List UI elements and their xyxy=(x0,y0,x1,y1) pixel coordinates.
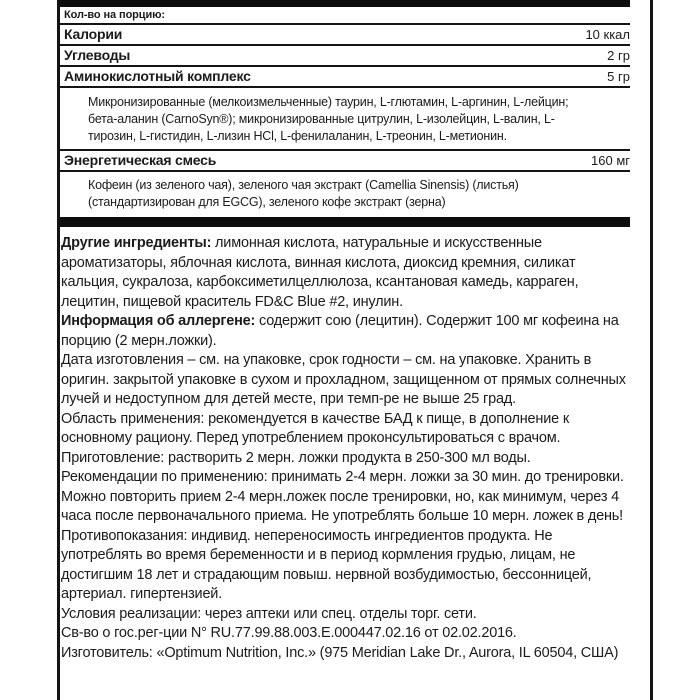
registration-paragraph: Св-во о гос.рег-ции N° RU.77.99.88.003.E.000447.02.16 от 02.02.2016. xyxy=(61,625,517,641)
energy-description: Кофеин (из зеленого чая), зеленого чая экстракт (Camellia Sinensis) (листья) (стандартизирован для EGCG), зеленого кофе экстракт (зерна) xyxy=(88,178,519,209)
amino-description-block xyxy=(60,94,630,151)
row-amino-complex xyxy=(60,67,630,88)
row-energy-blend xyxy=(60,151,630,172)
row-carbohydrates xyxy=(60,46,630,67)
other-ingredients-text: лимонная кислота, натуральные и искусственные ароматизаторы, яблочная кислота, винная кислота, диоксид кремния, силикат кальция, сукралоза, карбоксиметилцеллюлоза, ксантановая камедь, карраген, лецитин, пищевой краситель FD&C Blue #2, инулин. xyxy=(61,235,579,310)
other-ingredients-lead: Другие ингредиенты: xyxy=(61,235,212,251)
energy-blend-value: 160 мг xyxy=(591,153,630,168)
top-divider-bar xyxy=(60,0,630,7)
row-calories xyxy=(60,25,630,46)
calories-value: 10 ккал xyxy=(585,27,630,42)
energy-blend-label: Энергетическая смесь xyxy=(64,152,217,168)
amino-description: Микронизированные (мелкоизмельченные) таурин, L-глютамин, L-аргинин, L-лейцин; бета-аланин (CarnoSyn®); микронизированные цитрулин, L-изолейцин, L-валин, L-тирозин, L-гистидин, L-лизин HCl, L-фенилаланин, L-треонин, L-метионин. xyxy=(88,95,569,143)
amino-complex-label: Аминокислотный комплекс xyxy=(64,68,251,84)
storage-paragraph: Дата изготовления – см. на упаковке, срок годности – см. на упаковке. Хранить в оригин. закрытой упаковке в сухом и прохладном, защищенном от прямых солнечных лучей и недоступном для детей месте, при темп-ре не выше 25 град. xyxy=(61,352,626,407)
allergen-text: содержит сою (лецитин). Содержит 100 мг кофеина на порцию (2 мерн.ложки). xyxy=(61,313,619,349)
allergen-paragraph xyxy=(60,312,630,351)
serving-header: Кол-во на порцию: xyxy=(60,7,630,25)
section-divider-bar xyxy=(60,217,630,227)
sales-terms-paragraph: Условия реализации: через аптеки или спец. отделы торг. сети. xyxy=(61,605,477,622)
carbohydrates-value: 2 гр xyxy=(607,48,630,63)
info-section xyxy=(60,234,630,663)
nutrition-label xyxy=(57,0,653,700)
label-content xyxy=(60,0,630,663)
manufacturer-paragraph: Изготовитель: «Optimum Nutrition, Inc.» (975 Meridian Lake Dr., Aurora, IL 60504, США) xyxy=(61,644,619,661)
other-ingredients-paragraph xyxy=(60,234,630,312)
calories-label: Калории xyxy=(64,26,123,42)
allergen-lead: Информация об аллергене: xyxy=(61,313,256,329)
carbohydrates-label: Углеводы xyxy=(64,47,131,63)
amino-complex-value: 5 гр xyxy=(607,69,630,84)
usage-paragraph: Область применения: рекомендуется в качестве БАД к пище, в дополнение к основному рациону. Перед употреблением проконсультироваться с врачом. Приготовление: растворить 2 мерн. ложки продукта в 250-300 мл воды. Рекомендации по применению: принимать 2-4 мерн. ложки за 30 мин. до тренировки. Можно повторить прием 2-4 мерн.ложек после тренировки, но, как минимум, через 4 часа после первоначального приема. Не употреблять больше 10 мерн. ложек в день! Противопоказания: индивид. непереносимость ингредиентов продукта. Не употреблять во время беременности и в период кормления грудью, лицам, не достигшим 18 лет и страдающим повыш. нервной возбудимостью, бессонницей, артериал. гипертензией. xyxy=(61,410,624,602)
